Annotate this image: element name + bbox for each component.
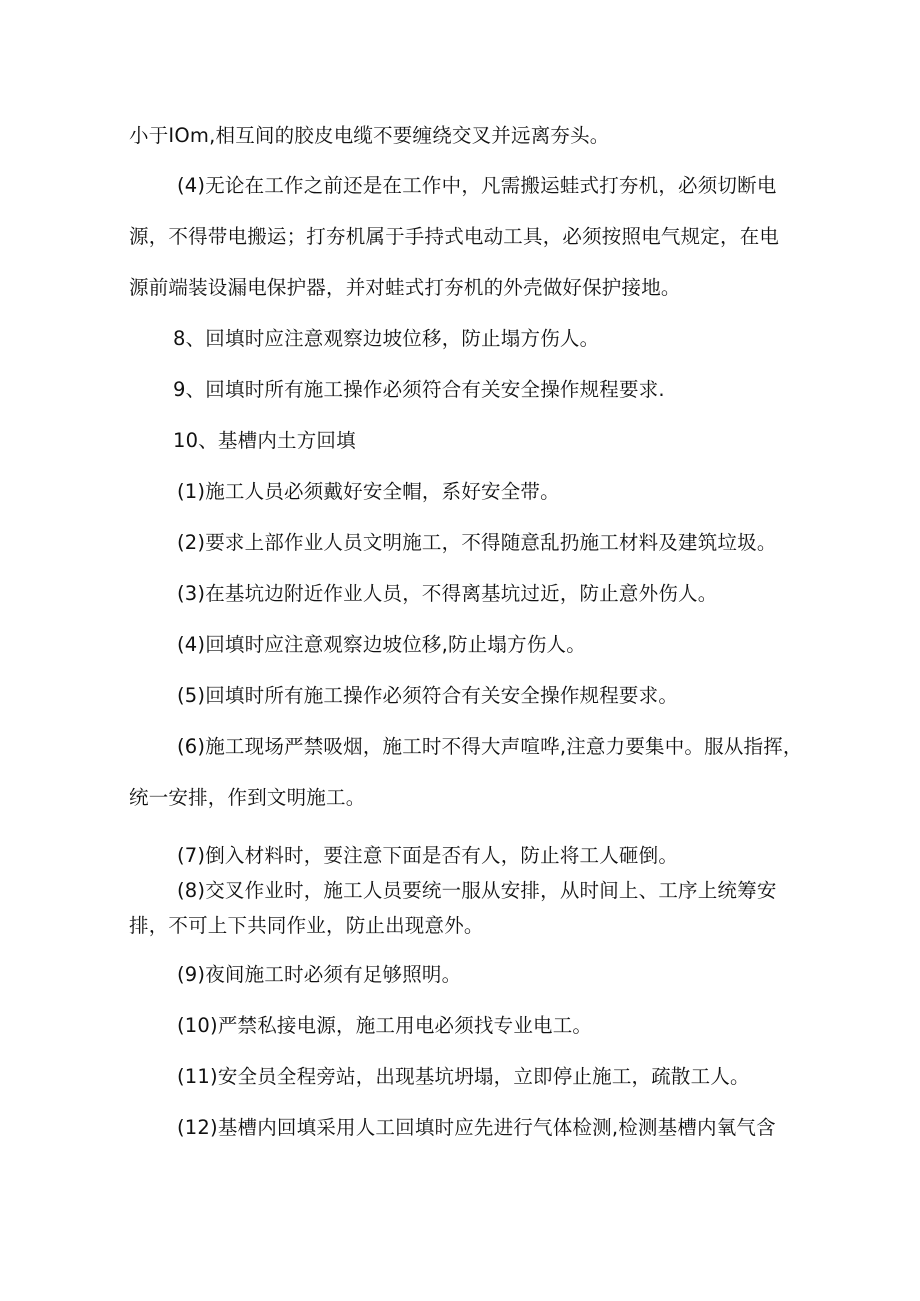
text-line: 源，不得带电搬运；打夯机属于手持式电动工具，必须按照电气规定，在电 xyxy=(129,225,780,248)
list-item: (4)回填时应注意观察边坡位移,防止塌方伤人。 xyxy=(177,633,586,656)
list-item: (6)施工现场严禁吸烟，施工时不得大声喧哗,注意力要集中。服从指挥， xyxy=(177,735,803,758)
list-item: (8)交叉作业时，施工人员要统一服从安排，从时间上、工序上统筹安 xyxy=(177,879,777,902)
list-item: (10)严禁私接电源，施工用电必须找专业电工。 xyxy=(177,1014,593,1037)
section-heading: 10、基槽内土方回填 xyxy=(173,429,356,452)
text-line: 小于IOm,相互间的胶皮电缆不要缠绕交叉并远离夯头。 xyxy=(129,124,610,147)
text-line: 排，不可上下共同作业，防止出现意外。 xyxy=(129,914,484,937)
list-item: (2)要求上部作业人员文明施工，不得随意乱扔施工材料及建筑垃圾。 xyxy=(177,531,777,554)
list-item: (3)在基坑边附近作业人员，不得离基坑过近，防止意外伤人。 xyxy=(177,582,718,605)
list-item: (12)基槽内回填采用人工回填时应先进行气体检测,检测基槽内氧气含 xyxy=(177,1116,776,1139)
list-item: (1)施工人员必须戴好安全帽，系好安全带。 xyxy=(177,480,560,503)
list-item: (5)回填时所有施工操作必须符合有关安全操作规程要求。 xyxy=(177,684,679,707)
text-line: 8、回填时应注意观察边坡位移，防止塌方伤人。 xyxy=(173,327,600,350)
text-line: (4)无论在工作之前还是在工作中，凡需搬运蛙式打夯机，必须切断电 xyxy=(177,174,777,197)
list-item: (11)安全员全程旁站，出现基坑坍塌，立即停止施工，疏散工人。 xyxy=(177,1065,750,1088)
text-line: 统一安排，作到文明施工。 xyxy=(129,786,366,809)
text-line: 9、回填时所有施工操作必须符合有关安全操作规程要求. xyxy=(173,378,665,401)
list-item: (7)倒入材料时，要注意下面是否有人，防止将工人砸倒。 xyxy=(177,844,679,867)
list-item: (9)夜间施工时必须有足够照明。 xyxy=(177,963,462,986)
text-line: 源前端装设漏电保护器，并对蛙式打夯机的外壳做好保护接地。 xyxy=(129,276,681,299)
